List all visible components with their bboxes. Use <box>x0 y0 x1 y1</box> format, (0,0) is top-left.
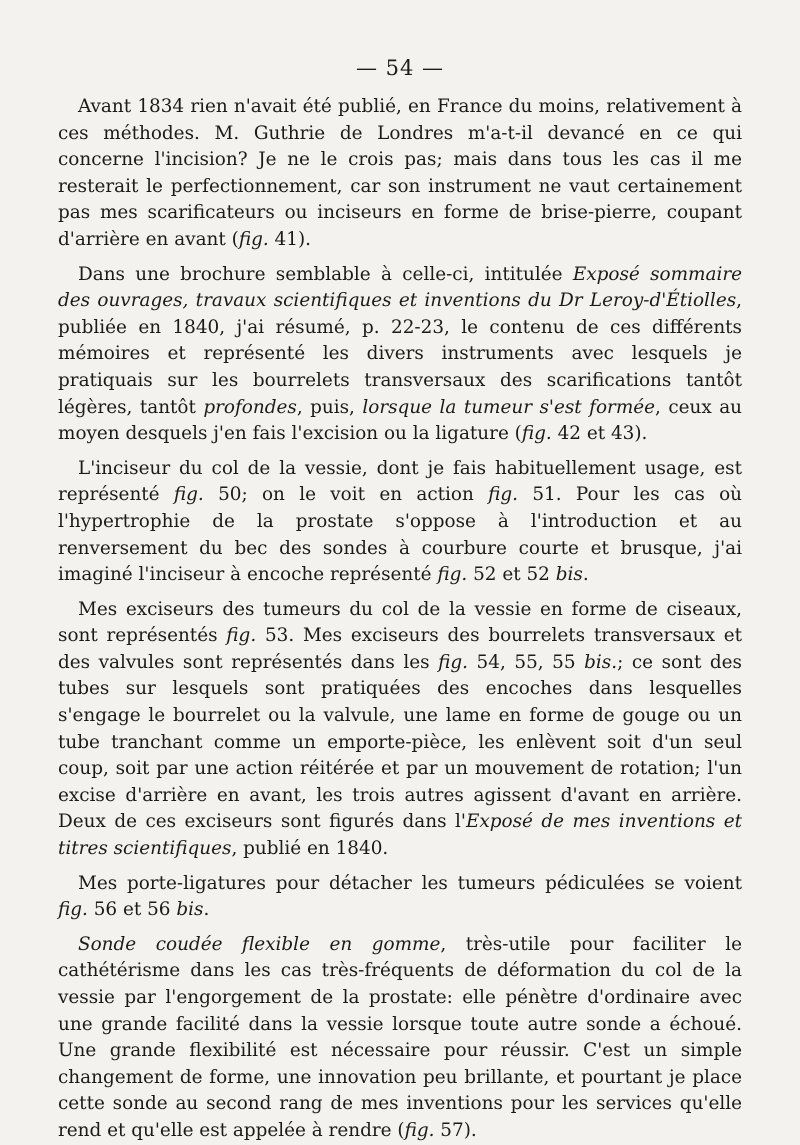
italic-text: Exposé sommaire des ouvrages, travaux scientifiques et inventions du Dr Leroy-d'Étiolles <box>58 263 743 312</box>
italic-text: Sonde coudée flexible en gomme <box>78 933 441 955</box>
italic-text: lorsque la tumeur s'est formée <box>362 396 656 418</box>
text-run: L'inciseur du col de la vessie, dont je fais habituellement usage, est représenté <box>58 457 742 506</box>
italic-text: fig. <box>488 484 519 506</box>
text-run: , publié en 1840. <box>231 838 389 860</box>
text-run: Mes porte-ligatures pour détacher les tumeurs pédiculées se voient <box>78 872 742 894</box>
text-run: . <box>203 899 210 921</box>
text-run: Avant 1834 rien n'avait été publié, en France du moins, relativement à ces méthodes. M. Guthrie de Londres m'a-t-il devancé en ce qui concerne l'incision? Je ne le crois pas; mais dans tous les cas il me resterait le perfectionnement, car son instrument ne vaut certainement pas mes scarificateurs ou inciseurs en forme de brise-pierre, coupant d'arrière en avant ( <box>58 96 742 250</box>
paragraph <box>58 456 742 589</box>
text-run: Dans une brochure semblable à celle-ci, intitulée <box>78 263 573 285</box>
text-run: 41). <box>268 228 311 250</box>
text-run: . <box>582 564 589 586</box>
italic-text: fig. <box>226 625 257 647</box>
paragraph <box>58 597 742 863</box>
text-run: ; ce sont des tubes sur lesquels sont pratiquées des encoches dans lesquelles s'engage le bourrelet ou la valvule, une lame en forme de gouge ou un tube tranchant comme un emporte-pièce, les enlèvent soit d'un seul coup, soit par une action réitérée et par un mouvement de rotation; l'un excise d'arrière en avant, les trois autres agissent d'avant en arrière. Deux de ces exciseurs sont figurés dans l' <box>58 651 742 833</box>
italic-text: fig. <box>437 564 468 586</box>
text-run: 53. Mes exciseurs des bourrelets transversaux et des valvules sont représentés dans les <box>58 625 742 673</box>
text-run: , puis, <box>296 396 363 418</box>
text-run: , très-utile pour faciliter le cathétérisme dans les cas très-fréquents de déformation du col de la vessie par l'engorgement de la prostate: elle pénètre d'ordinaire avec une grande facilité dans la vessie lorsque toute autre sonde a échoué. Une grande flexibilité est nécessaire pour réussir. C'est un simple changement de forme, une innovation peu brillante, et pourtant je place cette sonde au second rang de mes inventions pour les services qu'elle rend et qu'elle est appelée à rendre ( <box>58 933 742 1141</box>
text-run: Mes exciseurs des tumeurs du col de la vessie en forme de ciseaux, sont représentés <box>58 598 742 647</box>
italic-text: bis <box>176 899 204 921</box>
paragraph <box>58 871 742 924</box>
text-run: 51. Pour les cas où l'hypertrophie de la prostate s'oppose à l'introduction et au renversement du bec des sondes à courbure courte et brusque, j'ai imaginé l'inciseur à encoche représenté <box>58 484 742 586</box>
text-run: , ceux au moyen desquels j'en fais l'excision ou la ligature ( <box>58 396 743 445</box>
paragraph <box>58 94 742 254</box>
italic-text: fig. <box>173 484 204 506</box>
text-run: 54, 55, 55 <box>468 651 585 673</box>
italic-text: fig. <box>58 899 88 921</box>
italic-text: bis <box>555 564 583 586</box>
text-run: 52 et 52 <box>467 564 556 586</box>
italic-text: profondes <box>203 396 297 418</box>
italic-text: fig. <box>238 228 269 250</box>
text-run: , publiée en 1840, j'ai résumé, p. 22-23, le contenu de ces différents mémoires et représenté les divers instruments avec lesquels je pratiquais sur les bourrelets transversaux des scarifications tantôt légères, tantôt <box>58 290 742 418</box>
paragraph <box>58 262 742 448</box>
paragraph <box>58 932 742 1145</box>
text-run: 50; on le voit en action <box>203 484 489 506</box>
italic-text: fig. <box>521 423 552 445</box>
text-run: 56 et 56 <box>87 899 177 921</box>
italic-text: fig. <box>438 651 468 673</box>
italic-text: fig. <box>404 1119 435 1141</box>
italic-text: bis. <box>584 651 618 673</box>
body-text <box>58 94 742 1145</box>
italic-text: Exposé de mes inventions et titres scientifiques <box>58 811 742 860</box>
text-run: 42 et 43). <box>551 423 648 445</box>
text-run: 57). <box>434 1119 477 1141</box>
page-number: — 54 — <box>355 56 445 80</box>
